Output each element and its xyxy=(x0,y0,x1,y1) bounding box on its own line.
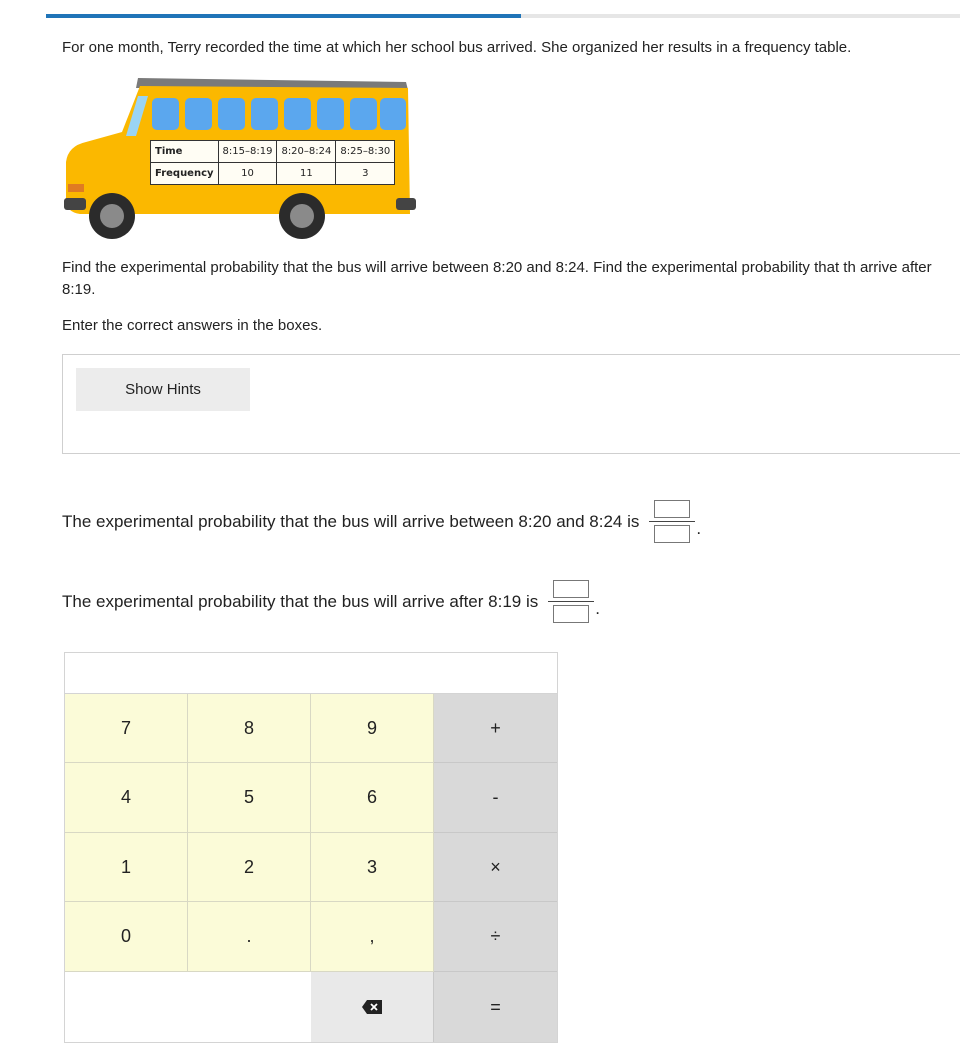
time-cell: 8:25–8:30 xyxy=(336,141,395,163)
denominator-input[interactable] xyxy=(553,605,589,623)
period: . xyxy=(696,518,702,538)
table-row xyxy=(151,141,395,163)
time-cell: 8:20–8:24 xyxy=(277,141,336,163)
key-4[interactable]: 4 xyxy=(65,763,188,833)
key-divide[interactable]: ÷ xyxy=(434,902,557,972)
key-8[interactable]: 8 xyxy=(188,694,311,763)
key-equals[interactable]: = xyxy=(434,972,557,1042)
key-decimal[interactable]: . xyxy=(188,902,311,972)
fraction-input xyxy=(548,580,594,623)
answer-text: The experimental probability that the bus will arrive between 8:20 and 8:24 is xyxy=(62,511,640,531)
key-blank xyxy=(65,972,311,1042)
answer-line-1 xyxy=(62,500,701,543)
frequency-header: Frequency xyxy=(151,163,219,185)
intro-text: For one month, Terry recorded the time at which her school bus arrived. She organized her results in a frequency table. xyxy=(62,39,852,56)
backspace-icon xyxy=(361,999,383,1015)
key-2[interactable]: 2 xyxy=(188,833,311,902)
fraction-bar xyxy=(548,601,594,602)
key-5[interactable]: 5 xyxy=(188,763,311,833)
frequency-cell: 11 xyxy=(277,163,336,185)
frequency-cell: 3 xyxy=(336,163,395,185)
frequency-table xyxy=(150,140,395,185)
key-0[interactable]: 0 xyxy=(65,902,188,972)
hints-panel xyxy=(62,354,960,454)
answer-text: The experimental probability that the bus will arrive after 8:19 is xyxy=(62,591,539,611)
key-6[interactable]: 6 xyxy=(311,763,434,833)
fraction-bar xyxy=(649,521,695,522)
table-row xyxy=(151,163,395,185)
time-cell: 8:15–8:19 xyxy=(218,141,277,163)
key-minus[interactable]: - xyxy=(434,763,557,833)
backspace-key[interactable] xyxy=(311,972,434,1042)
keypad-keys xyxy=(65,694,557,1042)
answer-line-2 xyxy=(62,580,600,623)
fraction-input xyxy=(649,500,695,543)
period: . xyxy=(595,598,600,618)
denominator-input[interactable] xyxy=(654,525,690,543)
key-comma[interactable]: , xyxy=(311,902,434,972)
keypad xyxy=(64,652,558,1043)
numerator-input[interactable] xyxy=(654,500,690,518)
key-7[interactable]: 7 xyxy=(65,694,188,763)
frequency-cell: 10 xyxy=(218,163,277,185)
progress-bar xyxy=(46,14,960,18)
progress-fill xyxy=(46,14,521,18)
key-1[interactable]: 1 xyxy=(65,833,188,902)
time-header: Time xyxy=(151,141,219,163)
keypad-display xyxy=(65,653,557,694)
key-multiply[interactable]: × xyxy=(434,833,557,902)
key-9[interactable]: 9 xyxy=(311,694,434,763)
instruction-text: Enter the correct answers in the boxes. xyxy=(62,317,323,334)
key-plus[interactable]: + xyxy=(434,694,557,763)
question-text: Find the experimental probability that the bus will arrive between 8:20 and 8:24. Find the experimental probability that th arrive after 8:19. xyxy=(62,259,932,298)
show-hints-button[interactable]: Show Hints xyxy=(76,368,250,411)
numerator-input[interactable] xyxy=(553,580,589,598)
key-3[interactable]: 3 xyxy=(311,833,434,902)
